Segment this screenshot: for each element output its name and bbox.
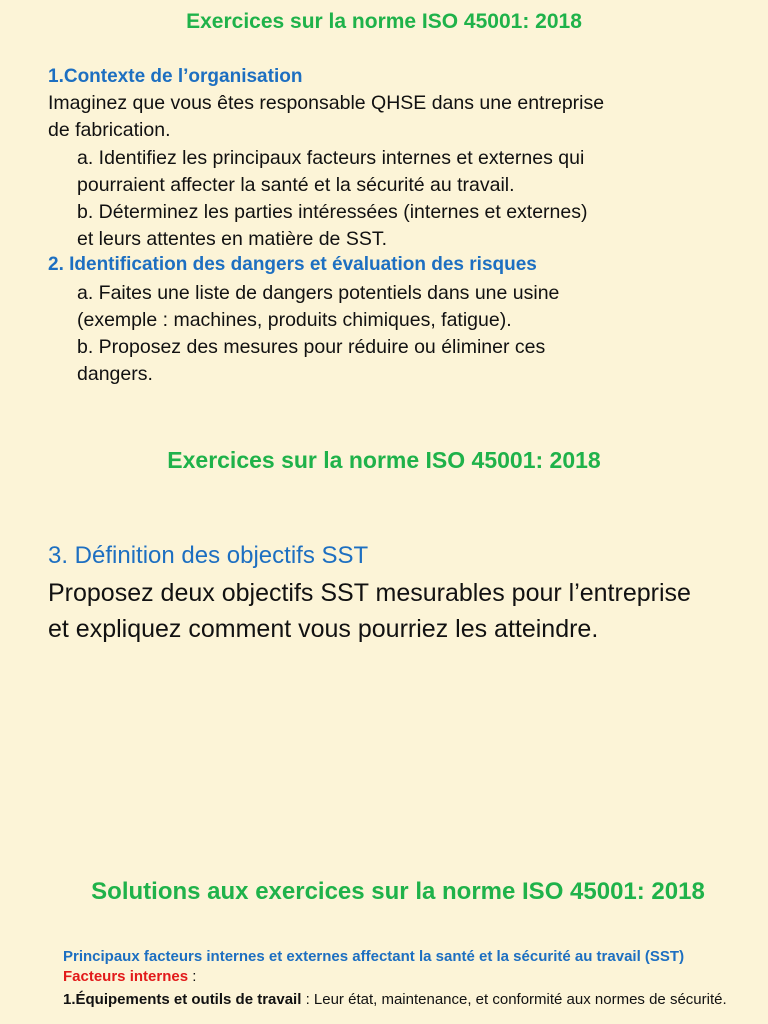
slide2-title: Exercices sur la norme ISO 45001: 2018 — [167, 447, 601, 473]
intro-line-2: de fabrication. — [48, 119, 171, 141]
item2-a-line-2: (exemple : machines, produits chimiques, fatigue). — [77, 309, 512, 331]
internal-factors-colon: : — [188, 968, 197, 985]
item-b-line-2: et leurs attentes en matière de SST. — [77, 228, 388, 250]
section1-heading: 1.Contexte de l’organisation — [48, 66, 303, 87]
section3-heading: 3. Définition des objectifs SST — [48, 542, 369, 569]
solution-item-1-title: 1.Équipements et outils de travail — [63, 991, 302, 1008]
item2-b-line-1: b. Proposez des mesures pour réduire ou éliminer ces — [77, 336, 546, 358]
solution-item-1 — [63, 990, 750, 1010]
item-b-line-1: b. Déterminez les parties intéressées (internes et externes) — [77, 201, 588, 223]
solution-item-1-text: : Leur état, maintenance, et conformité aux normes de sécurité. — [301, 991, 727, 1008]
solutions-heading: Principaux facteurs internes et externes affectant la santé et la sécurité au travail (SST) — [63, 948, 685, 965]
section3-body-line-2: et expliquez comment vous pourriez les atteindre. — [48, 615, 599, 643]
slide1-title: Exercices sur la norme ISO 45001: 2018 — [186, 10, 582, 33]
internal-factors-label — [63, 968, 196, 985]
internal-factors-text: Facteurs internes — [63, 968, 189, 985]
item-a-line-1: a. Identifiez les principaux facteurs internes et externes qui — [77, 147, 585, 169]
item-a-line-2: pourraient affecter la santé et la sécurité au travail. — [77, 174, 515, 196]
slide3-title: Solutions aux exercices sur la norme ISO 45001: 2018 — [91, 878, 705, 905]
item2-a-line-1: a. Faites une liste de dangers potentiels dans une usine — [77, 282, 560, 304]
section3-body-line-1: Proposez deux objectifs SST mesurables pour l’entreprise — [48, 579, 691, 607]
item2-b-line-2: dangers. — [77, 363, 153, 385]
section2-heading: 2. Identification des dangers et évaluation des risques — [48, 254, 537, 275]
intro-line-1: Imaginez que vous êtes responsable QHSE dans une entreprise — [48, 92, 605, 114]
